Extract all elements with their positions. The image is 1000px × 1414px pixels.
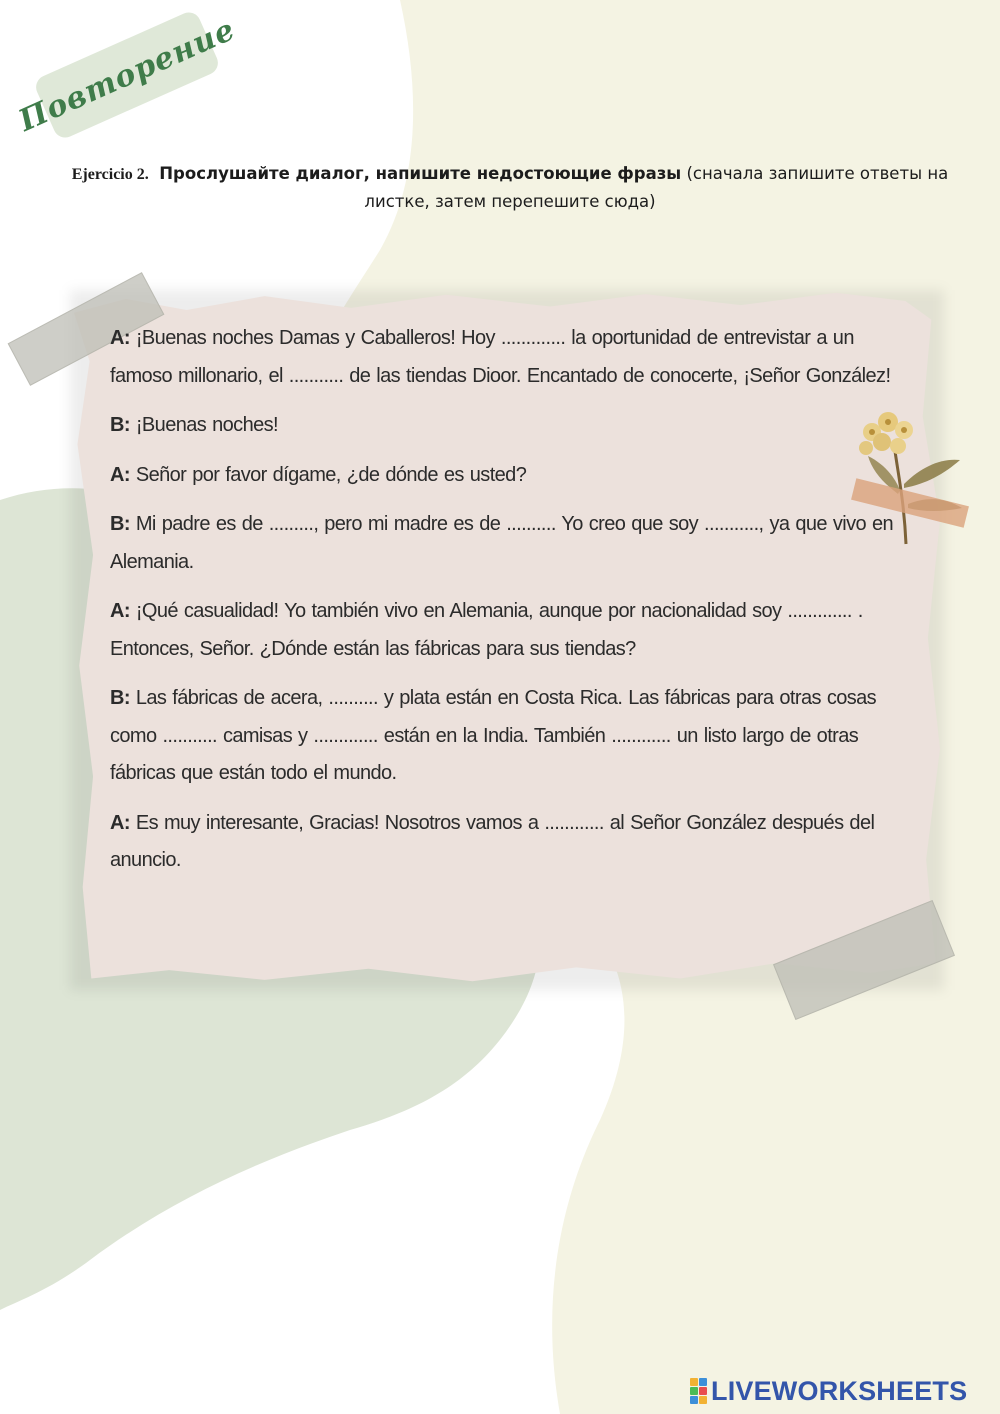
dialog-line [110, 457, 912, 495]
speaker-label: B: [110, 687, 130, 709]
dialog-line [110, 680, 912, 793]
dialog-text: Es muy interesante, Gracias! Nosotros vamos a ............ al Señor González después del anuncio. [110, 811, 875, 871]
dialog-text: ¡Qué casualidad! Yo también vivo en Alemania, aunque por nacionalidad soy ............. . Entonces, Señor. ¿Dónde están las fábricas para sus tiendas? [110, 600, 863, 660]
dialog-text: ¡Buenas noches Damas y Caballeros! Hoy ............. la oportunidad de entrevistar a un famoso millonario, el ........... de las tiendas Dioor. Encantado de conocerte, ¡Señor González! [110, 327, 891, 387]
dialog [110, 320, 912, 892]
dialog-text: Mi padre es de ........., pero mi madre es de .......... Yo creo que soy ..........., ya que vivo en Alemania. [110, 513, 894, 573]
instruction-paren-open: ( [686, 164, 693, 183]
speaker-label: B: [110, 513, 130, 535]
speaker-label: A: [110, 811, 130, 834]
dialog-text: Señor por favor dígame, ¿de dónde es usted? [135, 463, 527, 486]
exercise-number: Ejercicio 2. [71, 166, 149, 183]
instruction-main: Прослушайте диалог, напишите недостоющие фразы [159, 164, 682, 183]
badge-label: Повторение [13, 11, 241, 139]
dialog-line [110, 593, 912, 668]
instruction-paren-close: ) [649, 192, 656, 211]
logo-text: LIVEWORKSHEETS [711, 1375, 968, 1406]
dialog-line [110, 407, 912, 445]
speaker-label: A: [110, 327, 130, 349]
liveworksheets-logo [690, 1374, 967, 1408]
dried-flower-icon [832, 404, 972, 550]
logo-blocks-icon [690, 1378, 707, 1404]
dialog-text: Las fábricas de acera, .......... y plata están en Costa Rica. Las fábricas para otras cosas como ........... camisas y ............. están en la India. También ............ un listo largo de otras fábricas que están todo el mundo. [110, 687, 877, 784]
speaker-label: A: [110, 463, 130, 486]
exercise-instruction [60, 160, 960, 215]
dialog-text: ¡Buenas noches! [135, 414, 278, 436]
dialog-line [110, 506, 912, 581]
dialog-line [110, 805, 912, 880]
instruction-note: сначала запишите ответы на листке, затем перепешите сюда [364, 164, 949, 211]
speaker-label: B: [110, 414, 130, 436]
dialog-line [110, 320, 912, 395]
speaker-label: A: [110, 600, 130, 622]
